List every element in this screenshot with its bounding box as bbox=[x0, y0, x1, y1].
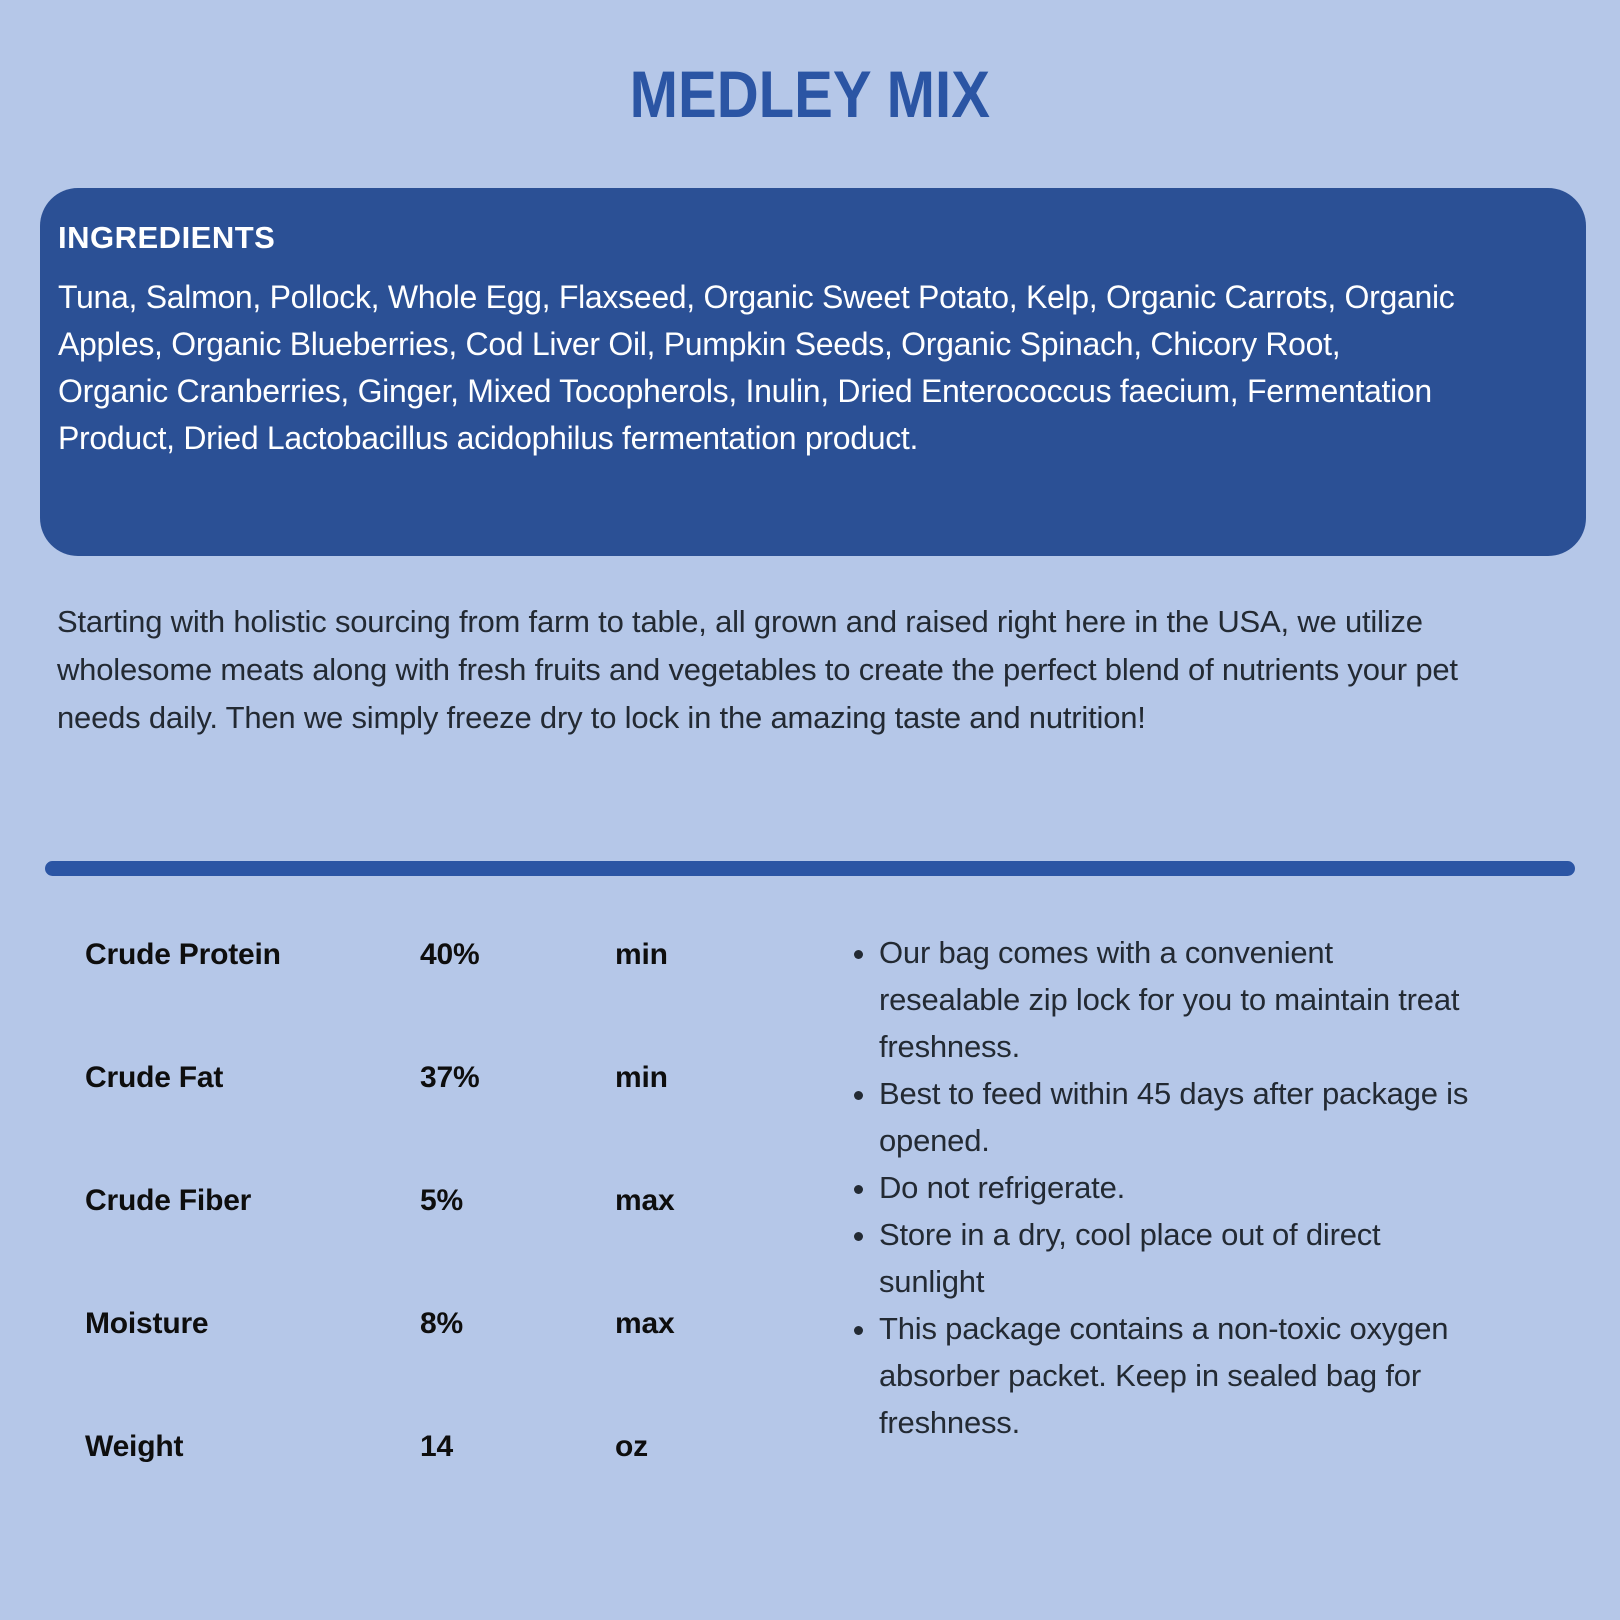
nutrient-label: Crude Protein bbox=[85, 938, 281, 971]
list-item: • Our bag comes with a convenient resealable zip lock for you to maintain treat freshness. bbox=[879, 929, 1479, 1070]
list-item: • Best to feed within 45 days after package is opened. bbox=[879, 1070, 1479, 1164]
list-item: • This package contains a non-toxic oxygen absorber packet. Keep in sealed bag for freshness. bbox=[879, 1305, 1479, 1446]
nutrient-label: Crude Fat bbox=[85, 1061, 224, 1094]
nutrient-label: Weight bbox=[85, 1430, 184, 1463]
nutrient-label: Crude Fiber bbox=[85, 1184, 252, 1217]
table-row bbox=[85, 938, 745, 1061]
section-divider bbox=[45, 861, 1575, 876]
table-row bbox=[85, 1430, 745, 1553]
ingredients-heading: INGREDIENTS bbox=[58, 220, 276, 255]
table-row bbox=[85, 1184, 745, 1307]
list-item: • Do not refrigerate. bbox=[879, 1164, 1479, 1211]
care-instructions-list bbox=[845, 929, 1545, 1446]
bullet-list bbox=[845, 929, 1545, 1446]
page-title: MEDLEY MIX bbox=[629, 57, 991, 131]
nutrient-qualifier: min bbox=[615, 1061, 668, 1094]
list-item: • Store in a dry, cool place out of direct sunlight bbox=[879, 1211, 1479, 1305]
guaranteed-analysis-table bbox=[85, 938, 745, 1553]
description-paragraph: Starting with holistic sourcing from farm to table, all grown and raised right here in the USA, we utilize wholesome meats along with fresh fruits and vegetables to create the perfect blend of nutrients your pet needs daily. Then we simply freeze dry to lock in the amazing taste and nutrition! bbox=[57, 604, 1458, 735]
nutrient-value: 37% bbox=[420, 1061, 480, 1094]
nutrient-qualifier: max bbox=[615, 1184, 675, 1217]
table-row bbox=[85, 1307, 745, 1430]
nutrient-value: 8% bbox=[420, 1307, 463, 1340]
ingredients-panel bbox=[40, 188, 1586, 556]
ingredients-text: Tuna, Salmon, Pollock, Whole Egg, Flaxseed, Organic Sweet Potato, Kelp, Organic Carrots, Organic Apples, Organic Blueberries, Cod Liver Oil, Pumpkin Seeds, Organic Spinach, Chicory Root, Organic Cranberries, Ginger, Mixed Tocopherols, Inulin, Dried Enterococcus faecium, Fermentation Product, Dried Lactobacillus acidophilus fermentation product. bbox=[58, 279, 1455, 456]
nutrient-value: 5% bbox=[420, 1184, 463, 1217]
nutrient-value: 14 bbox=[420, 1430, 453, 1463]
nutrient-qualifier: min bbox=[615, 938, 668, 971]
page-title-container bbox=[0, 56, 1620, 132]
nutrient-qualifier: max bbox=[615, 1307, 675, 1340]
nutrient-label: Moisture bbox=[85, 1307, 209, 1340]
table-row bbox=[85, 1061, 745, 1184]
nutrient-value: 40% bbox=[420, 938, 480, 971]
nutrient-qualifier: oz bbox=[615, 1430, 648, 1463]
